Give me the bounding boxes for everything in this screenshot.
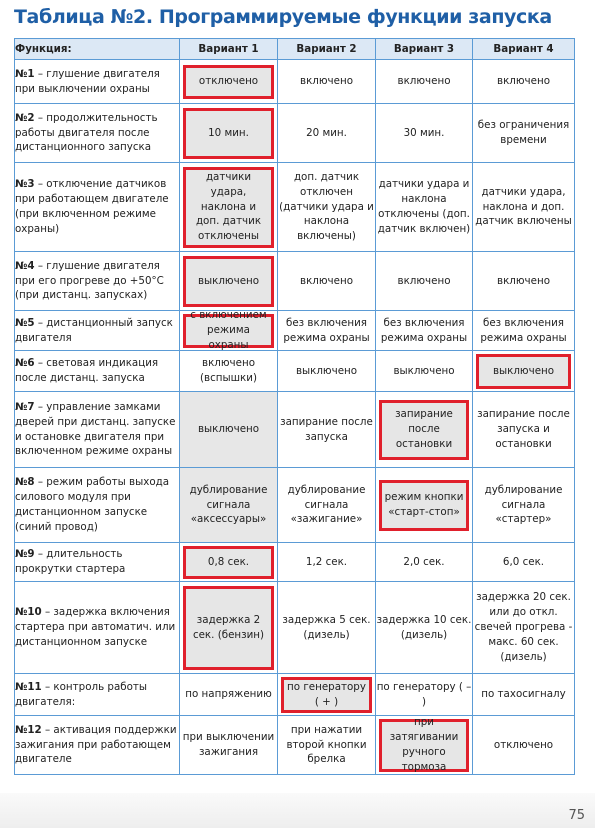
option-cell (180, 60, 278, 104)
function-cell (15, 582, 180, 674)
page-footer (0, 793, 595, 828)
option-cell: 6,0 сек. (473, 543, 575, 582)
option-cell: включено (вспышки) (180, 351, 278, 392)
function-description: – длительность прокрутки стартера (15, 548, 126, 575)
option-cell: 30 мин. (376, 104, 473, 163)
function-description: – задержка включения стартера при автоматич. или дистанционном запуске (15, 606, 176, 648)
function-number: №11 (15, 680, 42, 693)
option-value: задержка 2 сек. (бензин) (192, 613, 265, 641)
function-number: №5 (15, 316, 35, 329)
table-row (15, 392, 575, 468)
function-cell (15, 716, 180, 775)
option-cell: включено (376, 60, 473, 104)
option-cell: 20 мин. (278, 104, 376, 163)
option-value: режим кнопки «старт-стоп» (384, 491, 464, 518)
function-cell (15, 351, 180, 392)
selected-option-highlight (379, 400, 469, 460)
option-cell (180, 311, 278, 351)
function-number: №6 (15, 357, 35, 370)
option-cell: по генератору ( – ) (376, 674, 473, 716)
option-cell (278, 674, 376, 716)
option-cell: дублирование сигнала «аксессуары» (180, 468, 278, 543)
table-row (15, 252, 575, 311)
option-cell: при выключении зажигания (180, 716, 278, 775)
function-description: – световая индикация после дистанц. запуска (15, 357, 159, 384)
column-header-variant-1: Вариант 1 (180, 39, 278, 60)
option-cell (180, 163, 278, 252)
option-value: при затягивании ручного тормоза (389, 716, 459, 773)
selected-option-highlight (183, 586, 274, 670)
function-description: – продолжительность работы двигателя после дистанционного запуска (15, 111, 158, 154)
option-cell: запирание после запуска и остановки (473, 392, 575, 468)
selected-option-highlight (183, 108, 274, 159)
table-row (15, 104, 575, 163)
option-value: выключено (197, 274, 260, 287)
table-row (15, 351, 575, 392)
option-cell: по напряжению (180, 674, 278, 716)
function-number: №1 (15, 67, 35, 80)
function-number: №10 (15, 606, 42, 619)
selected-option-highlight (281, 677, 372, 713)
option-cell (473, 351, 575, 392)
function-description: – глушение двигателя при его прогреве до +50°C (при дистанц. запусках) (15, 259, 164, 302)
option-value: 0,8 сек. (207, 555, 250, 568)
option-cell: задержка 10 сек. (дизель) (376, 582, 473, 674)
option-cell (180, 252, 278, 311)
option-cell: выключено (180, 392, 278, 468)
functions-table (14, 38, 575, 775)
option-cell (376, 716, 473, 775)
function-number: №7 (15, 400, 35, 413)
function-cell (15, 163, 180, 252)
option-value: 10 мин. (208, 126, 249, 139)
option-cell (376, 392, 473, 468)
function-cell (15, 311, 180, 351)
column-header-function: Функция: (15, 39, 180, 60)
option-cell (180, 543, 278, 582)
option-value: с включением режима охраны (190, 310, 267, 351)
table-row (15, 163, 575, 252)
table-row (15, 674, 575, 716)
option-cell: задержка 20 сек. или до откл. свечей прогрева - макс. 60 сек. (дизель) (473, 582, 575, 674)
option-cell: без включения режима охраны (376, 311, 473, 351)
table-row (15, 582, 575, 674)
option-cell: без ограничения времени (473, 104, 575, 163)
function-number: №3 (15, 178, 35, 191)
option-cell: дублирование сигнала «стартер» (473, 468, 575, 543)
function-number: №4 (15, 259, 35, 272)
function-cell (15, 674, 180, 716)
option-cell: включено (278, 60, 376, 104)
function-description: – управление замками дверей при дистанц. запуске и остановке двигателя при включенном режиме охраны (15, 400, 176, 458)
table-row (15, 716, 575, 775)
option-cell: датчики удара, наклона и доп. датчик включены (473, 163, 575, 252)
selected-option-highlight (183, 310, 274, 351)
function-description: – дистанционный запуск двигателя (15, 316, 173, 344)
option-cell: включено (278, 252, 376, 311)
option-cell: выключено (376, 351, 473, 392)
option-cell: без включения режима охраны (473, 311, 575, 351)
table-row (15, 311, 575, 351)
option-cell: дублирование сигнала «зажигание» (278, 468, 376, 543)
table-row (15, 543, 575, 582)
option-cell (180, 582, 278, 674)
option-value: выключено (492, 364, 555, 377)
function-cell (15, 104, 180, 163)
option-cell: выключено (278, 351, 376, 392)
function-cell (15, 60, 180, 104)
selected-option-highlight (183, 167, 274, 248)
column-header-variant-2: Вариант 2 (278, 39, 376, 60)
function-description: – активация поддержки зажигания при работающем двигателе (15, 723, 177, 766)
option-cell: по тахосигналу (473, 674, 575, 716)
page-number: 75 (568, 808, 585, 823)
option-value: отключено (198, 75, 259, 88)
function-description: – контроль работы двигателя: (15, 680, 148, 708)
function-description: – отключение датчиков при работающем двигателе (при включенном режиме охраны) (15, 178, 169, 235)
option-value: по генератору ( + ) (287, 680, 366, 708)
function-cell (15, 252, 180, 311)
option-cell: датчики удара и наклона отключены (доп. датчик включен) (376, 163, 473, 252)
option-cell: включено (473, 60, 575, 104)
selected-option-highlight (379, 480, 469, 531)
option-cell: запирание после запуска (278, 392, 376, 468)
table-header-row (15, 39, 575, 60)
option-cell: 1,2 сек. (278, 543, 376, 582)
selected-option-highlight (183, 256, 274, 307)
option-cell: доп. датчик отключен (датчики удара и наклона включены) (278, 163, 376, 252)
function-number: №12 (15, 723, 42, 736)
selected-option-highlight (183, 546, 274, 579)
function-cell (15, 468, 180, 543)
table-row (15, 468, 575, 543)
option-cell: без включения режима охраны (278, 311, 376, 351)
option-cell: включено (376, 252, 473, 311)
option-cell: при нажатии второй кнопки брелка (278, 716, 376, 775)
selected-option-highlight (183, 65, 274, 99)
option-cell: задержка 5 сек. (дизель) (278, 582, 376, 674)
option-value: датчики удара, наклона и доп. датчик отключены (195, 170, 262, 243)
function-cell (15, 392, 180, 468)
function-cell (15, 543, 180, 582)
option-cell: отключено (473, 716, 575, 775)
column-header-variant-3: Вариант 3 (376, 39, 473, 60)
function-number: №9 (15, 548, 35, 561)
option-cell (376, 468, 473, 543)
table-row (15, 60, 575, 104)
function-number: №2 (15, 111, 35, 124)
option-cell: 2,0 сек. (376, 543, 473, 582)
function-description: – режим работы выхода силового модуля при дистанционном запуске (синий провод) (15, 476, 170, 533)
option-cell: включено (473, 252, 575, 311)
option-cell (180, 104, 278, 163)
column-header-variant-4: Вариант 4 (473, 39, 575, 60)
page-title: Таблица №2. Программируемые функции запуска (14, 6, 552, 28)
selected-option-highlight (379, 716, 469, 773)
selected-option-highlight (476, 354, 571, 389)
option-value: запирание после остановки (395, 408, 453, 450)
function-description: – глушение двигателя при выключении охраны (15, 67, 160, 95)
function-number: №8 (15, 476, 35, 489)
